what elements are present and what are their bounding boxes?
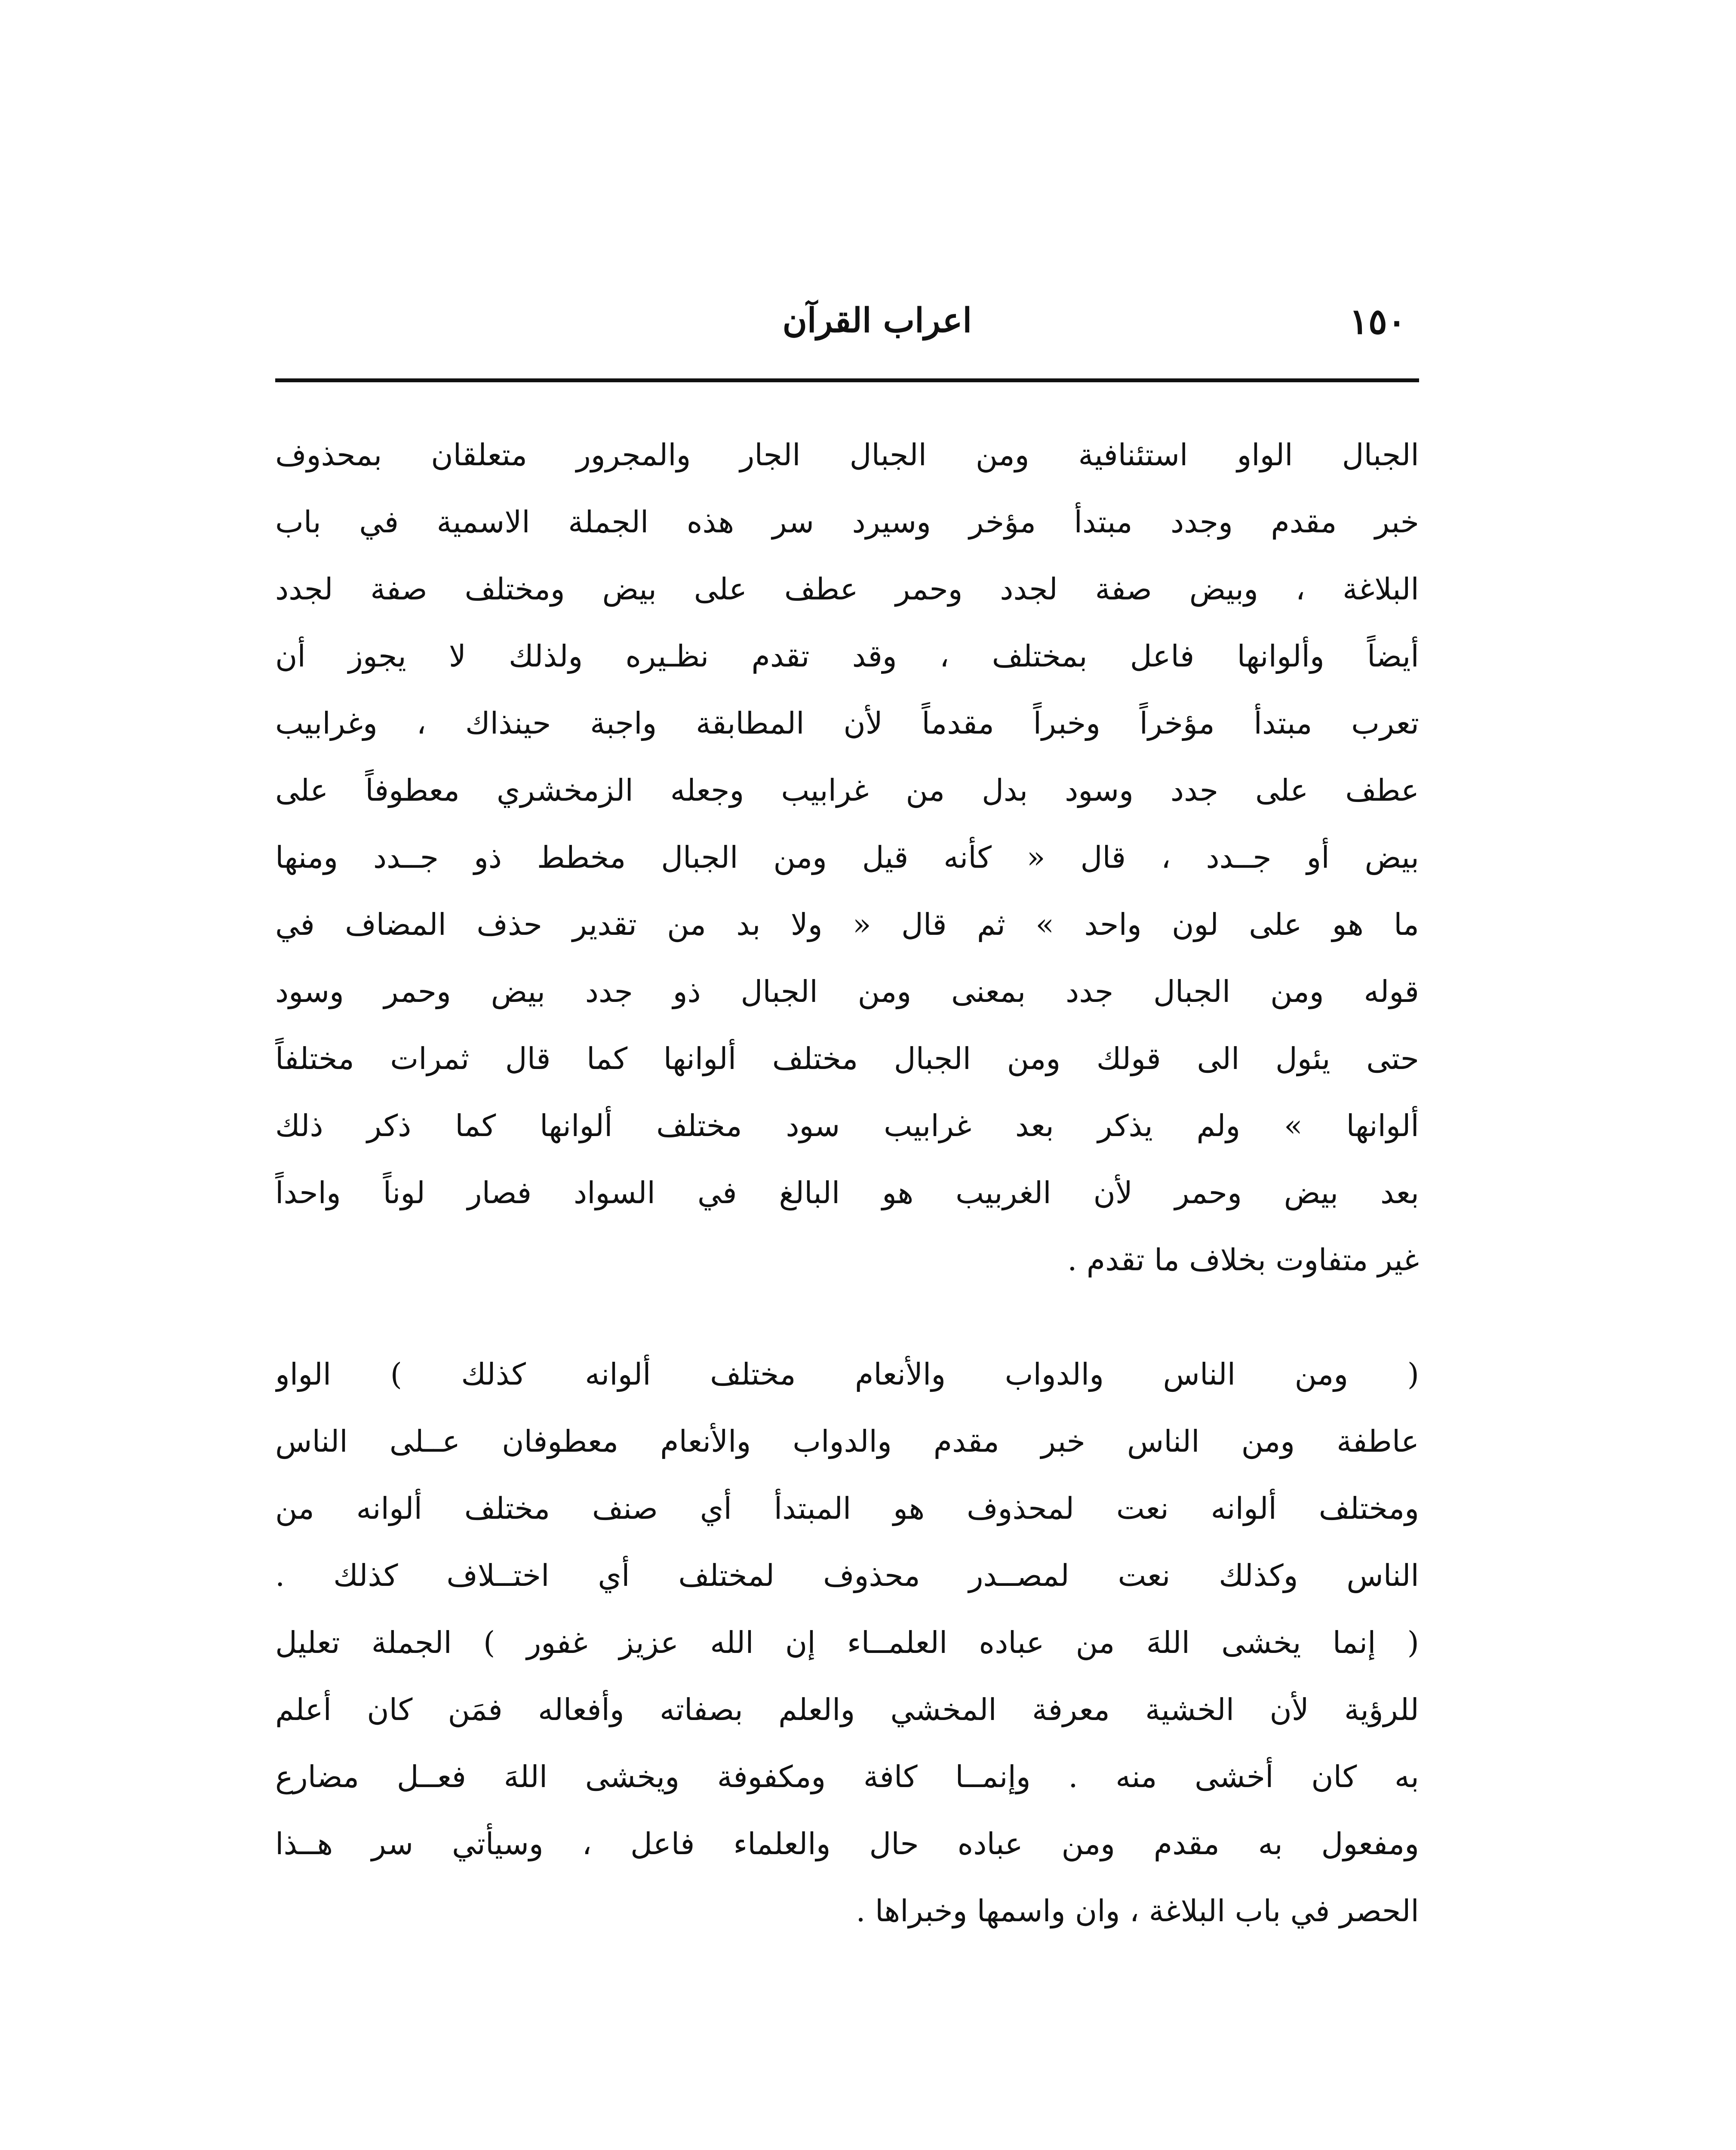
- header-rule: [275, 378, 1419, 382]
- text-line: عاطفة ومن الناس خبر مقدم والدواب والأنعام معطوفان عــلى الناس: [275, 1424, 1419, 1459]
- text-line: به كان أخشى منه . وإنمــا كافة ومكفوفة ويخشى اللهَ فعــل مضارع: [275, 1759, 1419, 1794]
- text-line: ( إنما يخشى اللهَ من عباده العلمــاء إن الله عزيز غفور ) الجملة تعليل: [275, 1625, 1419, 1660]
- text-line: حتى يئول الى قولك ومن الجبال مختلف ألوانها كما قال ثمرات مختلفاً: [275, 1041, 1419, 1076]
- paragraph-2: [275, 1341, 1419, 1944]
- text-line: البلاغة ، وبيض صفة لجدد وحمر عطف على بيض ومختلف صفة لجدد: [275, 571, 1419, 607]
- paragraph-1: [275, 421, 1419, 1293]
- text-line: بعد بيض وحمر لأن الغربيب هو البالغ في السواد فصار لوناً واحداً: [275, 1175, 1419, 1210]
- text-line: للرؤية لأن الخشية معرفة المخشي والعلم بصفاته وأفعاله فمَن كان أعلم: [275, 1692, 1419, 1727]
- text-line: أيضاً وألوانها فاعل بمختلف ، وقد تقدم نظـيره ولذلك لا يجوز أن: [275, 639, 1419, 674]
- text-line: تعرب مبتدأ مؤخراً وخبراً مقدماً لأن المطابقة واجبة حينذاك ، وغرابيب: [275, 706, 1419, 741]
- text-line: الحصر في باب البلاغة ، وان واسمها وخبراها .: [856, 1893, 1419, 1929]
- text-line: ما هو على لون واحد » ثم قال « ولا بد من تقدير حذف المضاف في: [275, 907, 1419, 942]
- text-line: ومختلف ألوانه نعت لمحذوف هو المبتدأ أي صنف مختلف ألوانه من: [275, 1491, 1419, 1526]
- text-line: خبر مقدم وجدد مبتدأ مؤخر وسيرد سر هذه الجملة الاسمية في باب: [275, 504, 1419, 540]
- text-line: ألوانها » ولم يذكر بعد غرابيب سود مختلف ألوانها كما ذكر ذلك: [275, 1108, 1419, 1143]
- text-line: عطف على جدد وسود بدل من غرابيب وجعله الزمخشري معطوفاً على: [275, 773, 1419, 808]
- text-line: الناس وكذلك نعت لمصــدر محذوف لمختلف أي اختــلاف كذلك .: [275, 1558, 1419, 1593]
- paragraph-gap: [275, 1293, 1419, 1341]
- text-line: ومفعول به مقدم ومن عباده حال والعلماء فاعل ، وسيأتي سر هــذا: [275, 1826, 1419, 1861]
- page-header: [275, 301, 1419, 357]
- text-line: الجبال الواو استئنافية ومن الجبال الجار والمجرور متعلقان بمحذوف: [275, 437, 1419, 473]
- text-line: بيض أو جــدد ، قال « كأنه قيل ومن الجبال مخطط ذو جــدد ومنها: [275, 840, 1419, 875]
- body-text: [275, 421, 1419, 1944]
- text-line: قوله ومن الجبال جدد بمعنى ومن الجبال ذو جدد بيض وحمر وسود: [275, 974, 1419, 1009]
- running-title: اعراب القرآن: [782, 301, 972, 340]
- text-line: ( ومن الناس والدواب والأنعام مختلف ألوانه كذلك ) الواو: [275, 1357, 1419, 1392]
- text-line: غير متفاوت بخلاف ما تقدم .: [1067, 1242, 1419, 1278]
- page-number: ١٥٠: [1349, 301, 1406, 342]
